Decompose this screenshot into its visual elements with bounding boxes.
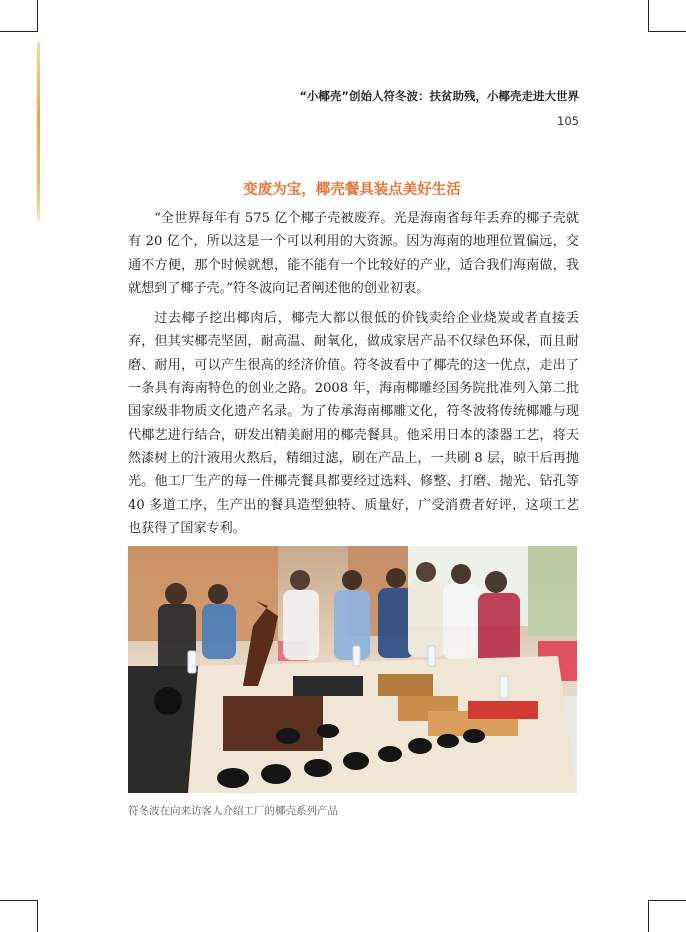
factory-visit-photo [128,546,577,793]
paragraph: “全世界每年有 575 亿个椰子壳被废弃。光是海南省每年丢弃的椰子壳就有 20 亿个，所以这是一个可以利用的大资源。因为海南的地理位置偏远，交通不方便，那个时候就想，能不能有一个比较好的产业，适合我们海南做，我就想到了椰子壳。”符冬波向记者阐述他的创业初衷。 [128,211,579,296]
crop-mark-top-left-h [0,31,37,32]
crop-mark-bottom-left-v [37,900,38,932]
page-number: 105 [557,114,579,128]
photo-caption: 符冬波在向来访客人介绍工厂的椰壳系列产品 [128,805,338,817]
crop-mark-top-right-v [648,0,649,32]
crop-mark-bottom-right-h [649,900,686,901]
photo-illustration [128,546,577,793]
section-title: 变废为宝，椰壳餐具装点美好生活 [243,182,461,198]
paragraph: 过去椰子挖出椰肉后，椰壳大都以很低的价钱卖给企业烧炭或者直接丢弃，但其实椰壳坚固，耐高温、耐氧化，做成家居产品不仅绿色环保，而且耐磨、耐用，可以产生很高的经济价值。符冬波看中了椰壳的这一优点，走出了一条具有海南特色的创业之路。2008 年，海南椰雕经国务院批准列入第二批国家级非物质文化遗产名录。为了传承海南椰雕文化，符冬波将传统椰雕与现代椰艺进行结合，研发出精美耐用的椰壳餐具。他采用日本的漆器工艺，将天然漆树上的汁液用火熬后，精细过滤，刷在产品上，一共刷 8 层，晾干后再抛光。他工厂生产的每一件椰壳餐具都要经过选料、修整、打磨、抛光、钻孔等 40 多道工序，生产出的餐具造型独特、质量好，广受消费者好评，这项工艺也获得了国家专利。 [128,311,579,536]
crop-mark-top-left-v [37,0,38,32]
crop-mark-bottom-left-h [0,900,37,901]
crop-mark-bottom-right-v [648,900,649,932]
article-body [128,207,579,547]
crop-mark-top-right-h [649,31,686,32]
running-head: “小椰壳”创始人符冬波：扶贫助残，小椰壳走进大世界 [299,89,579,103]
decorative-margin-rule [37,42,40,220]
